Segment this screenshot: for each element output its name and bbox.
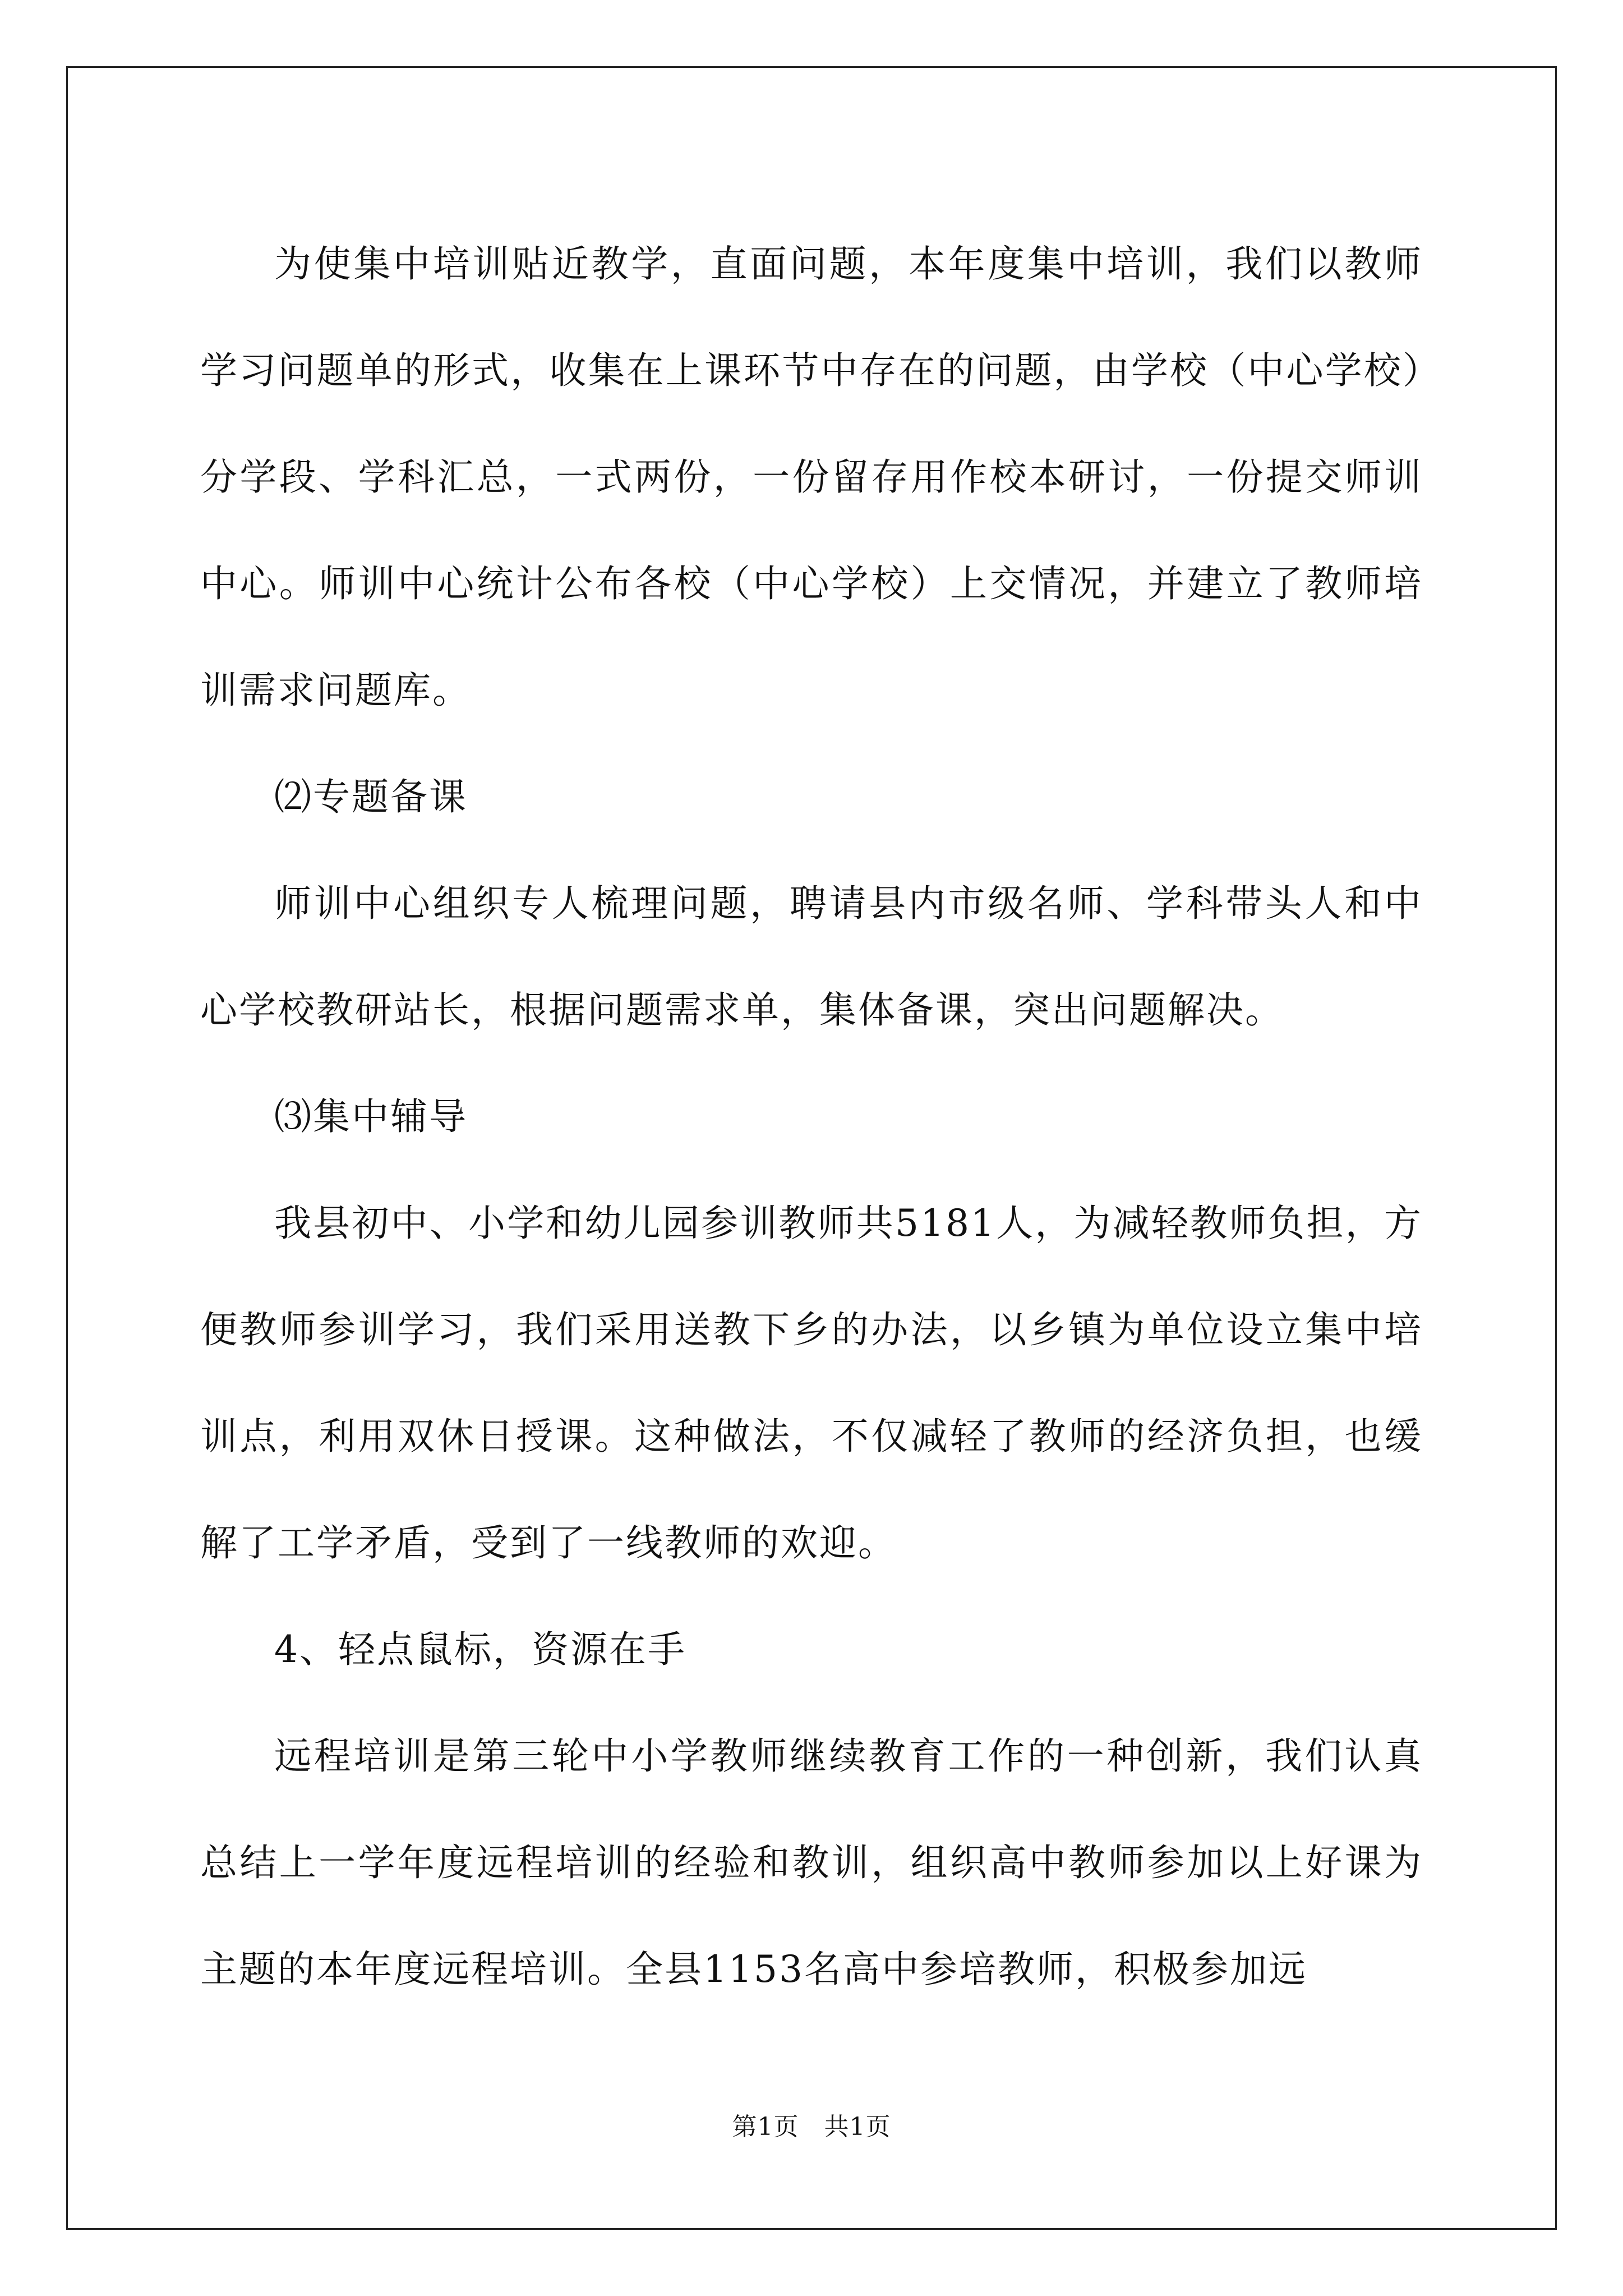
paragraph-remote-training: 远程培训是第三轮中小学教师继续教育工作的一种创新，我们认真总结上一学年度远程培训的经验和教训，组织高中教师参加以上好课为主题的本年度远程培训。全县1153名高中参培教师，积极参加远 [200,1734,1423,1991]
page-footer: 第1页 共1页 [732,2113,891,2141]
paragraph-centralized-tutoring: 我县初中、小学和幼儿园参训教师共5181人，为减轻教师负担，方便教师参训学习，我们采用送教下乡的办法，以乡镇为单位设立集中培训点，利用双休日授课。这种做法，不仅减轻了教师的经济负担，也缓解了工学矛盾，受到了一线教师的欢迎。 [200,1202,1423,1565]
paragraph-lesson-prep: 师训中心组织专人梳理问题，聘请县内市级名师、学科带头人和中心学校教研站长，根据问题需求单，集体备课，突出问题解决。 [200,882,1423,1032]
paragraph-question-list: 为使集中培训贴近教学，直面问题，本年度集中培训，我们以教师学习问题单的形式，收集在上课环节中存在的问题，由学校（中心学校）分学段、学科汇总，一式两份，一份留存用作校本研讨，一份提交师训中心。师训中心统计公布各校（中心学校）上交情况，并建立了教师培训需求问题库。 [200,242,1423,712]
heading-topic-lesson-prep: ⑵专题备课 [274,775,468,818]
heading-resources: 4、轻点鼠标，资源在手 [274,1628,686,1671]
heading-centralized-tutoring: ⑶集中辅导 [274,1095,468,1138]
document-body [200,211,1423,2023]
